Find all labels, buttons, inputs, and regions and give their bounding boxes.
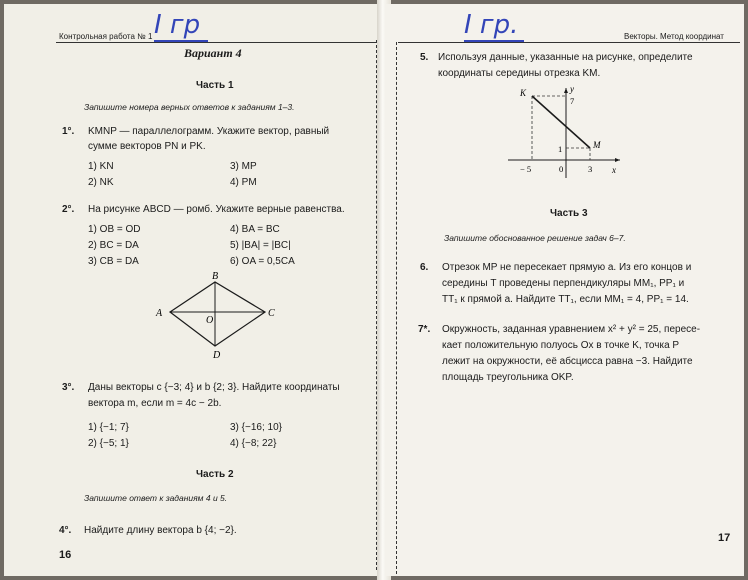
q6-line2: середины T проведены перпендикуляры MM₁, PP₁ и xyxy=(442,278,685,289)
q1-option-4: 4) PM xyxy=(230,177,257,188)
q1-number: 1°. xyxy=(62,126,75,137)
tick-minus5: − 5 xyxy=(520,164,532,174)
q5-number: 5. xyxy=(420,52,429,63)
part3-title: Часть 3 xyxy=(550,208,588,219)
q5-line1: Используя данные, указанные на рисунке, определите xyxy=(438,52,693,63)
q1-line2: сумме векторов PN и PK. xyxy=(88,141,206,152)
label-k: K xyxy=(520,88,527,98)
tick-0: 0 xyxy=(559,164,564,174)
q3-option-3: 3) {−16; 10} xyxy=(230,422,282,433)
right-page-number: 17 xyxy=(718,532,731,544)
q3-option-2: 2) {−5; 1} xyxy=(88,438,129,449)
q2-option-3: 3) CB = DA xyxy=(88,256,139,267)
q7-line3: лежит на окружности, её абсцисса равна −3. Найдите xyxy=(442,356,693,367)
q2-option-2: 2) BC = DA xyxy=(88,240,139,251)
right-header: Векторы. Метод координат xyxy=(624,32,724,41)
rhombus-figure xyxy=(149,270,289,362)
q3-line2: вектора m, если m = 4c − 2b. xyxy=(88,398,222,409)
q3-option-4: 4) {−8; 22} xyxy=(230,438,277,449)
tick-1: 1 xyxy=(558,144,563,154)
label-m: M xyxy=(593,140,601,150)
q6-line1: Отрезок MP не пересекает прямую a. Из его концов и xyxy=(442,262,692,273)
header-rule-right xyxy=(398,42,740,43)
q2-option-6: 6) OA = 0,5CA xyxy=(230,256,295,267)
label-a: A xyxy=(156,308,163,319)
q3-line1: Даны векторы c {−3; 4} и b {2; 3}. Найдите координаты xyxy=(88,382,340,393)
header-rule xyxy=(56,42,378,43)
q2-text: На рисунке ABCD — ромб. Укажите верные равенства. xyxy=(88,204,345,215)
q3-number: 3°. xyxy=(62,382,75,393)
tick-7: 7 xyxy=(570,96,575,106)
part1-title: Часть 1 xyxy=(196,80,234,91)
part2-instruction: Запишите ответ к заданиям 4 и 5. xyxy=(84,493,228,503)
handwritten-group-label-right: I гр. xyxy=(464,10,519,40)
q2-option-4: 4) BA = BC xyxy=(230,224,280,235)
segment-km xyxy=(532,96,590,148)
q7-number: 7*. xyxy=(418,324,431,335)
fold-dashed-line-right xyxy=(396,42,397,574)
part1-instruction: Запишите номера верных ответов к заданиям 1–3. xyxy=(84,102,295,112)
coordinate-figure xyxy=(504,82,624,182)
q6-line3: TT₁ к прямой a. Найдите TT₁, если MM₁ = 4, PP₁ = 14. xyxy=(442,294,689,305)
q2-option-1: 1) OB = OD xyxy=(88,224,141,235)
q5-line2: координаты середины отрезка KM. xyxy=(438,68,601,79)
q1-option-2: 2) NK xyxy=(88,177,114,188)
handwritten-group-label: I гр xyxy=(154,10,201,40)
q4-text: Найдите длину вектора b {4; −2}. xyxy=(84,525,237,536)
left-header: Контрольная работа № 1 xyxy=(59,32,153,41)
label-y: y xyxy=(570,84,574,94)
q1-option-3: 3) MP xyxy=(230,161,257,172)
q2-number: 2°. xyxy=(62,204,75,215)
q1-line1: KMNP — параллелограмм. Укажите вектор, равный xyxy=(88,126,330,137)
fold-dashed-line-left xyxy=(376,40,377,570)
q7-line2: кает положительную полуось Ox в точке K, точка P xyxy=(442,340,680,351)
label-x: x xyxy=(612,165,616,175)
label-o: O xyxy=(206,315,214,326)
q3-option-1: 1) {−1; 7} xyxy=(88,422,129,433)
label-c: C xyxy=(268,308,275,319)
part2-title: Часть 2 xyxy=(196,469,234,480)
variant-title: Вариант 4 xyxy=(184,46,242,60)
label-b: B xyxy=(212,271,219,282)
left-page xyxy=(4,4,382,576)
x-axis-arrow xyxy=(615,158,620,162)
q2-option-5: 5) |BA| = |BC| xyxy=(230,240,291,251)
q4-number: 4°. xyxy=(59,525,72,536)
tick-3: 3 xyxy=(588,164,593,174)
y-axis-arrow xyxy=(564,88,568,93)
q1-option-1: 1) KN xyxy=(88,161,114,172)
q7-line1: Окружность, заданная уравнением x² + y² = 25, пересе- xyxy=(442,324,701,335)
right-page xyxy=(386,4,744,576)
part3-instruction: Запишите обоснованное решение задач 6–7. xyxy=(444,233,626,243)
rhombus-outline xyxy=(170,282,265,346)
q6-number: 6. xyxy=(420,262,429,273)
q7-line4: площадь треугольника OKP. xyxy=(442,372,574,383)
left-page-number: 16 xyxy=(59,549,72,561)
label-d: D xyxy=(213,350,221,361)
